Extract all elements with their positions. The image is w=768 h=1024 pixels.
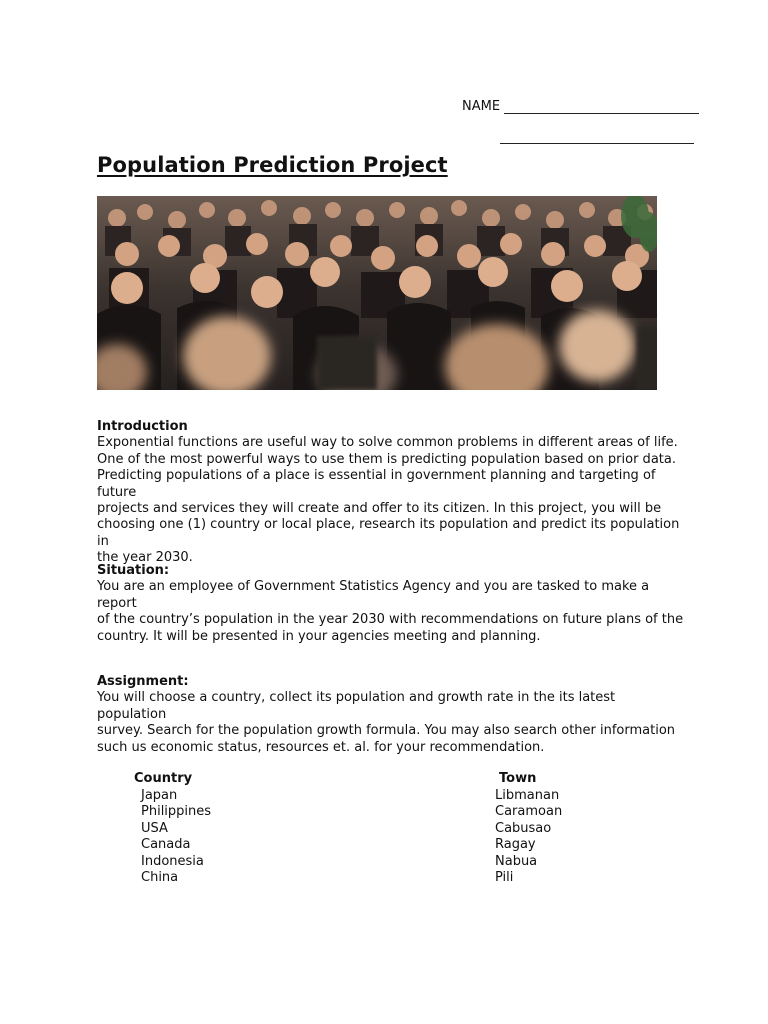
situation-line: You are an employee of Government Statistics Agency and you are tasked to make a report — [97, 579, 650, 611]
second-blank-line — [500, 129, 694, 144]
introduction-line: choosing one (1) country or local place, research its population and predict its population in — [97, 517, 680, 549]
town-items — [495, 788, 562, 887]
situation-heading: Situation: — [97, 563, 170, 578]
list-item: Philippines — [141, 804, 212, 819]
list-item: Nabua — [495, 853, 538, 869]
country-heading: Country — [134, 771, 193, 786]
crowd-photo-icon — [97, 196, 657, 390]
introduction-line: Predicting populations of a place is essential in government planning and targeting of future — [97, 468, 656, 500]
introduction-heading: Introduction — [97, 419, 188, 434]
assignment-section — [97, 674, 687, 756]
situation-line: country. It will be presented in your agencies meeting and planning. — [97, 628, 541, 644]
list-item: Caramoan — [495, 804, 563, 819]
name-field-block — [462, 96, 702, 144]
list-item: Japan — [141, 787, 178, 803]
name-label: NAME — [462, 99, 501, 114]
list-item: Libmanan — [495, 787, 560, 803]
list-item: Ragay — [495, 837, 536, 852]
name-blank-line — [504, 99, 699, 114]
name-row-second — [462, 126, 702, 144]
list-item: Pili — [495, 870, 514, 885]
country-items — [134, 788, 211, 887]
name-row — [462, 96, 702, 114]
introduction-line: the year 2030. — [97, 550, 193, 566]
assignment-line: such us economic status, resources et. al. for your recommendation. — [97, 739, 545, 755]
list-item: China — [141, 870, 179, 885]
list-item: Indonesia — [141, 853, 204, 869]
assignment-line: You will choose a country, collect its population and growth rate in the its latest population — [97, 690, 616, 722]
list-item: USA — [141, 820, 168, 836]
list-item: Canada — [141, 837, 191, 852]
introduction-line: Exponential functions are useful way to solve common problems in different areas of life. — [97, 435, 678, 451]
situation-section — [97, 563, 687, 645]
crowd-photo — [97, 196, 657, 390]
page-title: Population Prediction Project — [97, 153, 448, 177]
town-list — [495, 771, 562, 887]
country-list — [134, 771, 211, 887]
town-heading: Town — [499, 771, 537, 786]
situation-line: of the country’s population in the year 2030 with recommendations on future plans of the — [97, 612, 684, 628]
assignment-line: survey. Search for the population growth formula. You may also search other information — [97, 723, 676, 739]
list-item: Cabusao — [495, 820, 552, 836]
introduction-line: One of the most powerful ways to use them is predicting population based on prior data. — [97, 451, 676, 467]
assignment-heading: Assignment: — [97, 674, 189, 689]
introduction-section — [97, 419, 687, 567]
introduction-line: projects and services they will create and offer to its citizen. In this project, you will be — [97, 501, 662, 517]
